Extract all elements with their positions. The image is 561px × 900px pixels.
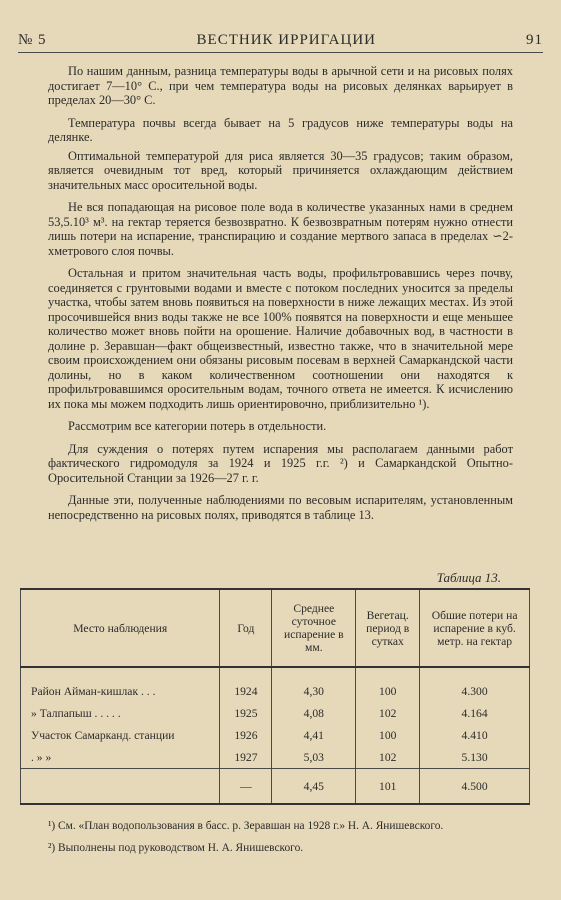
paragraph: Остальная и притом значительная часть воды, профильтровавшись через почву, соединяется с грунтовыми водами и вместе с потоком последних уносится за пределы участка, чтобы затем вновь появиться на поверхности в ниже лежащих местах. Из этой просочившейся вниз воды также не все 100% появятся на поверхности и еще меньшее количество может вновь пойти на орошение. Наличие добавочных вод, в частности в долине р. Зеравшан—факт общеизвестный, известно также, что в значительной мере своим происхождением они обязаны рисовым посевам в верхней Самаркандской части долины, но в каком количественном соотношении они находятся к профильтровавшимся оросительным водам, точного ответа не имеется. К исчислению их пока мы можем подходить лишь ориентировочно, приблизительно ¹). <box>48 266 513 411</box>
table-row <box>21 746 530 769</box>
cell-place: » Талпапыш . . . . . <box>21 702 220 724</box>
cell-veg: 100 <box>356 667 420 702</box>
paragraph: Температура почвы всегда бывает на 5 градусов ниже температуры воды на делянке. <box>48 115 513 144</box>
header-year: Год <box>220 589 272 667</box>
cell-place: Район Айман-кишлак . . . <box>21 667 220 702</box>
issue-number: № 5 <box>18 32 47 48</box>
cell-daily: 4,45 <box>272 769 356 805</box>
footnote: ¹) См. «План водопользования в басс. р. Зеравшан на 1928 г.» Н. А. Янишевского. <box>48 820 444 832</box>
table-header-row <box>21 589 530 667</box>
paragraph: Рассмотрим все категории потерь в отдельности. <box>68 419 327 433</box>
cell-place: Участок Самарканд. станции <box>21 724 220 746</box>
cell-veg: 101 <box>356 769 420 805</box>
cell-daily: 5,03 <box>272 746 356 769</box>
table-row <box>21 667 530 702</box>
cell-veg: 102 <box>356 702 420 724</box>
cell-year: 1926 <box>220 724 272 746</box>
evaporation-table <box>20 588 530 805</box>
page-number: 91 <box>525 32 543 48</box>
cell-year: 1927 <box>220 746 272 769</box>
header-veg: Вегетац. период в сутках <box>356 589 420 667</box>
footnote: ²) Выполнены под руководством Н. А. Янишевского. <box>48 841 304 854</box>
paragraph: Оптимальной температурой для риса является 30—35 градусов; таким образом, является очевидным тот вред, который причиняется охлаждающим действием значительных масс оросительной воды. <box>48 148 513 192</box>
header-place: Место наблюдения <box>21 589 220 667</box>
page-header <box>18 30 543 53</box>
table-row <box>21 702 530 724</box>
paragraph: По нашим данным, разница температуры воды в арычной сети и на рисовых полях достигает 7—10° С., при чем температура воды на рисовых делянках варьирует в пределах 20—30° С. <box>48 64 513 107</box>
cell-veg: 102 <box>356 746 420 769</box>
header-total: Обшие потери на испарение в куб. метр. на гектар <box>420 589 530 667</box>
table-caption: Таблица 13. <box>436 570 501 585</box>
article-body <box>48 64 513 530</box>
header-daily: Среднее суточное испарение в мм. <box>272 589 356 667</box>
cell-total: 5.130 <box>420 746 530 769</box>
cell-daily: 4,30 <box>272 667 356 702</box>
cell-place <box>21 769 220 805</box>
table-row <box>21 724 530 746</box>
cell-total: 4.500 <box>420 769 530 805</box>
paragraph: Для суждения о потерях путем испарения мы располагаем данными работ фактического гидромодуля за 1924 и 1925 г.г. ²) и Самаркандской Опытно-Оросительной Станции за 1926—27 г. г. <box>48 441 513 485</box>
cell-total: 4.164 <box>420 702 530 724</box>
cell-daily: 4,41 <box>272 724 356 746</box>
cell-year: — <box>220 769 272 805</box>
cell-place: . » » <box>21 746 220 769</box>
cell-total: 4.410 <box>420 724 530 746</box>
journal-title: ВЕСТНИК ИРРИГАЦИИ <box>196 32 377 48</box>
cell-year: 1924 <box>220 667 272 702</box>
table-summary-row <box>21 769 530 805</box>
paragraph: Данные эти, полученные наблюдениями по весовым испарителям, установленным непосредственно на рисовых полях, приводятся в таблице 13. <box>48 493 513 522</box>
cell-year: 1925 <box>220 702 272 724</box>
footnotes <box>48 820 517 863</box>
paragraph: Не вся попадающая на рисовое поле вода в количестве указанных нами в среднем 53,5.10³ м³. на гектар теряется безвозвратно. К безвозвратным потерям нужно отнести лишь потери на испарение, транспирацию и создание мертвого запаса в пределах ∽2-хметрового слоя почвы. <box>48 200 513 258</box>
cell-veg: 100 <box>356 724 420 746</box>
cell-daily: 4,08 <box>272 702 356 724</box>
cell-total: 4.300 <box>420 667 530 702</box>
